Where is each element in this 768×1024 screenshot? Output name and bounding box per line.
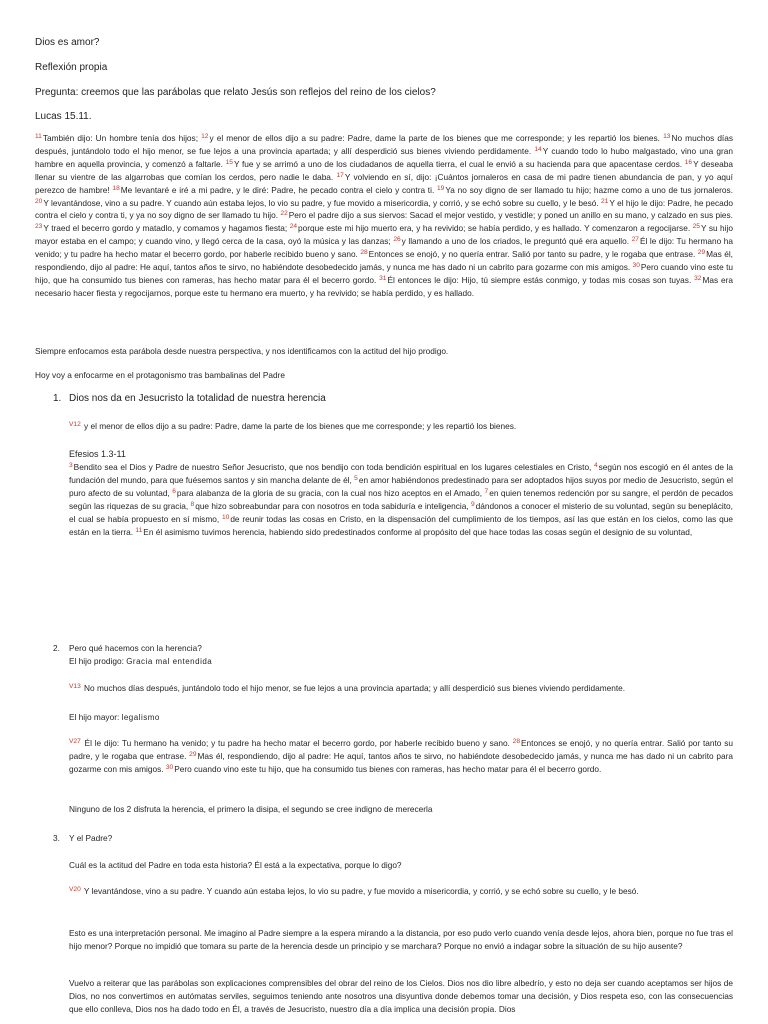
verse-text: Y levantándose, vino a su padre. Y cuando aún estaba lejos, lo vio su padre, y fue movido a misericordia, y corrió, y se echó sobre su cuello, y le besó. [43,197,599,208]
list-item-3 [53,832,113,845]
verse-text: Él entonces le dijo: Hijo, tú siempre estás conmigo, y todas mis cosas son tuyas. [387,274,692,285]
verse-number: 31 [379,274,387,282]
verse-text: Y fue y se arrimó a uno de los ciudadanos de aquella tierra, el cual le envió a su hacienda para que apacentase cerdos. [233,158,683,169]
verse-text: Ya no soy digno de ser llamado tu hijo; hazme como a uno de tus jornaleros. [445,184,734,195]
verse-number: 20 [35,197,43,205]
father-attitude-question: Cuál es la actitud del Padre en toda esta historia? Él está a la expectativa, porque lo digo? [69,860,402,870]
prodigal-son-heading [69,655,212,669]
personal-interpretation: Esto es una interpretación personal. Me imagino al Padre siempre a la espera mirando a la distancia, por eso pudo verlo cuando venía desde lejos, ahora bien, porque no fue tras el hijo menor? Porque no impidió que tomara su parte de la herencia desde un principio y se marchara? Porque no envió a indagar sobre la situación de su hijo ausente? [69,928,733,951]
verse-text: No muchos días después, juntándolo todo el hijo menor, se fue lejos a una provincia apartada; y allí desperdició sus bienes viviendo perdidamente. [35,133,734,156]
verse-label: V13 [69,683,81,690]
verse-text: Bendito sea el Dios y Padre de nuestro Señor Jesucristo, que nos bendijo con toda bendición espiritual en los lugares celestiales en Cristo, [73,462,592,472]
verse-text: Mas era necesario hacer fiesta y regocijarnos, porque este tu hermano era muerto, y ha revivido; se había perdido, y es hallado. [35,274,733,298]
verse-text: que hizo sobreabundar para con nosotros en toda sabiduría e inteligencia, [195,500,469,511]
verse-text: para alabanza de la gloria de su gracia, con la cual nos hizo aceptos en el Amado, [176,487,483,498]
verse-text: Y traed el becerro gordo y matadlo, y comamos y hagamos fiesta; [43,223,288,234]
final-paragraph-clip [69,977,733,1024]
verse-label: V20 [69,886,81,893]
verse-text: Y cuando todo lo hubo malgastado, vino una gran hambre en aquella provincia, y comenzó a faltarle. [35,145,734,169]
verse-number: 21 [601,197,609,205]
verse-number: 32 [694,274,702,282]
verse-text: Y levantándose, vino a su padre. Y cuando aún estaba lejos, lo vio su padre, y fue movido a misericordia, y corrió, y se echó sobre su cuello, y le besó. [83,886,639,896]
conclusion-line: Ninguno de los 2 disfruta la herencia, el primero la disipa, el segundo se cree indigno de merecerla [69,804,433,814]
verse-text: Mas él, respondiendo, dijo al padre: He aquí, tantos años te sirvo, no habiéndote desobedecido jamás, y nunca me has dado ni un cabrito para gozarme con mis amigos. [35,249,733,273]
verse-text: Mas él, respondiendo, dijo al padre: He aquí, tantos años te sirvo, no habiéndote desobedecido jamás, y nunca me has dado ni un cabrito para gozarme con mis amigos. [69,750,733,774]
question-line: Pregunta: creemos que las parábolas que relato Jesús son reflejos del reino de los cielos? [35,87,436,98]
verse-text: Y el hijo le dijo: Padre, he pecado contra el cielo y contra ti, y ya no soy digno de ser llamado tu hijo. [35,197,733,221]
scripture-reference: Lucas 15.11. [35,111,92,122]
verse-number: 10 [221,513,230,521]
verse-text: Él le dijo: Tu hermano ha venido; y tu padre ha hecho matar el becerro gordo, por haberle recibido bueno y sano. [35,236,734,260]
verse-number: 16 [684,158,693,166]
verse-label: V27 [69,738,81,745]
verse-number: 19 [437,184,445,192]
verse-number: 8 [190,500,195,508]
elder-son-label: El hijo mayor: [69,712,120,722]
verse-12-quote [69,420,516,433]
verse-text: Pero el padre dijo a sus siervos: Sacad el mejor vestido, y vestidle; y poned un anillo en su mano, y calzado en sus pies. [288,210,733,221]
verse-number: 24 [289,223,298,231]
prodigal-son-value: Gracia mal entendida [126,657,213,666]
verse-text: y el menor de ellos dijo a su padre: Padre, dame la parte de los bienes que me corresponde; y les repartió los bienes. [84,421,517,431]
verse-number: 14 [534,145,542,153]
document-title: Dios es amor? [35,37,100,48]
list-item-text: Pero qué hacemos con la herencia? [69,643,202,653]
verse-20-quote [69,885,733,898]
verse-number: 13 [663,133,671,140]
ephesians-reference: Efesios 1.3-11 [69,449,126,459]
verse-number: 9 [471,500,475,508]
list-item-2 [53,642,202,655]
verse-number: 7 [484,487,489,495]
verse-13-quote [69,682,625,695]
verse-text: y llamando a uno de los criados, le preguntó qué era aquello. [401,236,630,247]
verse-label: V12 [69,421,81,428]
final-paragraph: Vuelvo a reiterar que las parábolas son explicaciones comprensibles del obrar del reino de los Cielos. Dios nos dio libre albedrío, y esto no deja ser cuando aceptamos ser hijos de Dios, no nos convertimos en autómatas serviles, seguimos teniendo ante nosotros una disyuntiva donde debemos tomar una decisión, y Dios respeta eso, con las consecuencias que ello conlleva, Dios nos ha dado todo en Él, a través de Jesucristo, nuestro día a día implica una decisión propia. Dios [69,978,733,1014]
verse-text: en quien tenemos redención por su sangre, el perdón de pecados según las riquezas de su gracia, [69,487,733,511]
verse-number: 30 [165,763,174,771]
list-item-text: Y el Padre? [69,833,113,843]
verse-number: 12 [201,133,209,140]
verse-number: 4 [593,462,598,469]
verse-text: de reunir todas las cosas en Cristo, en la dispensación del cumplimiento de los tiempos, así las que están en los cielos, como las que están en la tierra. [69,513,733,537]
verse-text: Entonces se enojó, y no quería entrar. Salió por tanto su padre, y le rogaba que entrase. [69,738,733,761]
verse-number: 25 [692,223,700,231]
elder-son-heading [69,711,160,725]
verse-number: 3 [69,462,73,469]
verse-number: 26 [393,236,401,244]
verse-number: 5 [354,474,358,482]
list-number: 2. [53,643,60,653]
verse-text: Él le dijo: Tu hermano ha venido; y tu padre ha hecho matar el becerro gordo, por haberle recibido bueno y sano. [84,738,510,748]
verse-number: 23 [35,223,43,231]
prodigal-son-label: El hijo prodigo: [69,656,124,666]
paragraph-perspective: Siempre enfocamos esta parábola desde nuestra perspectiva, y nos identificamos con la actitud del hijo prodigo. [35,346,449,356]
verse-number: 28 [360,249,368,257]
verse-number: 27 [631,236,639,244]
verse-text: Y deseaba llenar su vientre de las algarrobas que comían los cerdos, pero nadie le daba. [35,158,733,182]
verse-number: 15 [225,158,233,166]
verse-number: 28 [512,738,521,745]
verse-text: No muchos días después, juntándolo todo el hijo menor, se fue lejos a una provincia apartada; y allí desperdició sus bienes viviendo perdidamente. [84,683,626,693]
verse-text: También dijo: Un hombre tenía dos hijos; [42,133,199,143]
verse-27-quote [69,737,733,776]
verse-number: 17 [336,171,344,179]
verse-text: Pero cuando vino este tu hijo, que ha consumido tus bienes con rameras, has hecho matar para él el becerro gordo. [35,262,733,285]
ephesians-passage [69,461,733,538]
list-number: 3. [53,833,60,843]
verse-text: Entonces se enojó, y no quería entrar. Salió por tanto su padre, y le rogaba que entrase. [368,249,696,260]
verse-number: 11 [135,526,143,534]
list-item-text: Dios nos da en Jesucristo la totalidad de nuestra herencia [69,393,326,404]
verse-number: 6 [172,487,176,495]
verse-number: 18 [112,184,120,192]
verse-text: Pero cuando vino este tu hijo, que ha consumido tus bienes con rameras, has hecho matar para él el becerro gordo. [174,763,602,774]
verse-text: En él asimismo tuvimos herencia, habiendo sido predestinados conforme al propósito del que hace todas las cosas según el designio de su voluntad, [143,526,693,537]
verse-text: Y su hijo mayor estaba en el campo; y cuando vino, y llegó cerca de la casa, oyó la música y las danzas; [35,223,733,247]
verse-text: en amor habiéndonos predestinado para ser adoptados hijos suyos por medio de Jesucristo, según el puro afecto de su voluntad, [69,474,734,498]
verse-number: 22 [280,210,288,218]
verse-number: 11 [35,133,42,140]
elder-son-value: legalismo [121,713,160,722]
paragraph-focus: Hoy voy a enfocarme en el protagonismo tras bambalinas del Padre [35,370,285,380]
luke-passage [35,132,733,300]
list-number: 1. [53,393,62,404]
list-item-1 [53,392,326,405]
verse-number: 29 [189,750,197,758]
verse-text: dándonos a conocer el misterio de su voluntad, según su beneplácito, el cual se había propuesto en sí mismo, [69,500,733,524]
verse-text: Y volviendo en sí, dijo: ¡Cuántos jornaleros en casa de mi padre tienen abundancia de pan, y yo aquí perezco de hambre! [35,171,733,195]
document-subtitle: Reflexión propia [35,62,108,73]
verse-text: según nos escogió en él antes de la fundación del mundo, para que fuésemos santos y sin mancha delante de él, [69,462,734,485]
verse-text: porque este mi hijo muerto era, y ha revivido; se había perdido, y es hallado. Y comenzaron a regocijarse. [298,223,691,234]
verse-text: Me levantaré e iré a mi padre, y le diré: Padre, he pecado contra el cielo y contra ti. [120,184,435,195]
verse-number: 30 [632,262,640,270]
verse-text: y el menor de ellos dijo a su padre: Padre, dame la parte de los bienes que me corresponde; y les repartió los bienes. [209,133,660,143]
verse-number: 29 [697,249,706,257]
